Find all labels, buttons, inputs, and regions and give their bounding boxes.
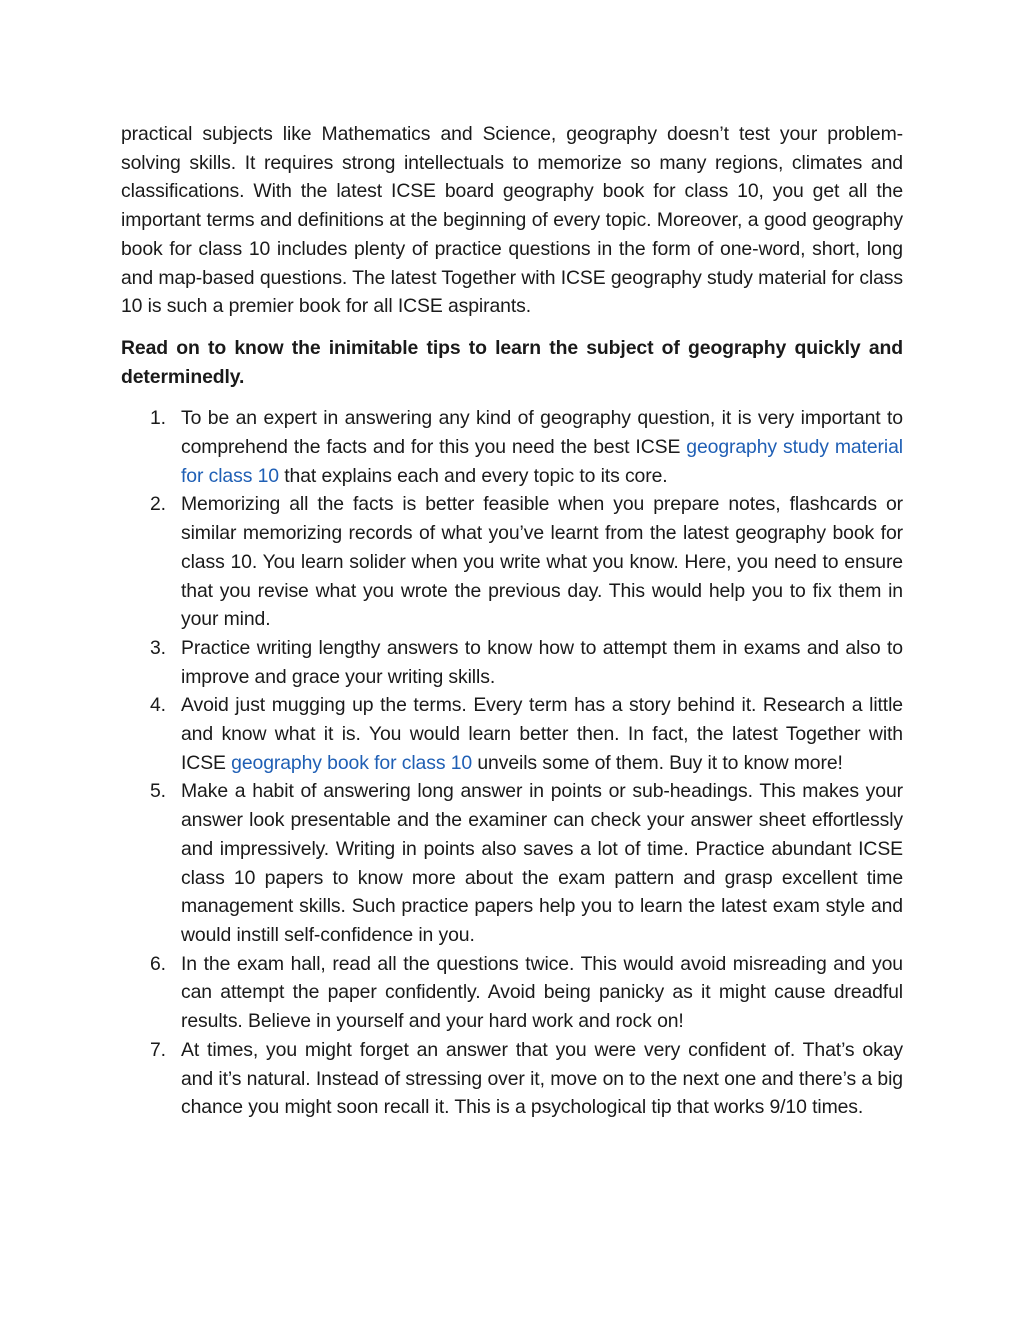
tip-text: that explains each and every topic to its core.	[278, 464, 668, 487]
tip-text: To be an expert in answering any kind of geography question, it is very important to comprehend the facts and for this you need the best ICSE	[181, 407, 903, 459]
list-number: 5.	[150, 780, 166, 803]
list-number: 6.	[150, 952, 166, 975]
list-number: 1.	[150, 407, 166, 430]
tip-text: Practice writing lengthy answers to know how to attempt them in exams and also to improve and grace your writing skills.	[181, 636, 903, 688]
tip-text: In the exam hall, read all the questions twice. This would avoid misreading and you can attempt the paper confidently. Avoid being panicky as it might cause dreadful results. Believe in yourself and your hard work and rock on!	[181, 952, 903, 1033]
list-number: 7.	[150, 1038, 166, 1061]
list-item	[121, 950, 903, 1036]
geography-study-material-link[interactable]: geography study material for class 10	[181, 436, 903, 487]
intro-paragraph: practical subjects like Mathematics and Science, geography doesn’t test your problem-solving skills. It requires strong intellectuals to memorize so many regions, climates and classifications. With the latest ICSE board geography book for class 10, you get all the important terms and definitions at the beginning of every topic. Moreover, a good geography book for class 10 includes plenty of practice questions in the form of one-word, short, long and map-based questions. The latest Together with ICSE geography study material for class 10 is such a premier book for all ICSE aspirants.	[121, 123, 903, 318]
tip-text: Make a habit of answering long answer in points or sub-headings. This makes your answer look presentable and the examiner can check your answer sheet effortlessly and impressively. Writing in points also saves a lot of time. Practice abundant ICSE class 10 papers to know more about the exam pattern and grasp excellent time management skills. Such practice papers help you to learn the latest exam style and would instill self-confidence in you.	[181, 780, 903, 946]
list-item	[121, 634, 903, 691]
list-item	[121, 1036, 903, 1122]
tips-heading: Read on to know the inimitable tips to learn the subject of geography quickly and determinedly.	[121, 336, 903, 388]
document-page	[121, 120, 903, 1122]
list-number: 3.	[150, 636, 166, 659]
list-item	[121, 404, 903, 490]
list-item	[121, 777, 903, 949]
list-number: 4.	[150, 694, 166, 717]
tip-text: Avoid just mugging up the terms. Every term has a story behind it. Research a little and know what it is. You would learn better then. In fact, the latest Together with ICSE	[181, 694, 903, 774]
list-number: 2.	[150, 493, 166, 516]
tip-text: At times, you might forget an answer that you were very confident of. That’s okay and it’s natural. Instead of stressing over it, move on to the next one and there’s a big chance you might soon recall it. This is a psychological tip that works 9/10 times.	[181, 1038, 903, 1119]
tips-list	[121, 404, 903, 1122]
list-item	[121, 490, 903, 634]
geography-book-link[interactable]: geography book for class 10	[231, 751, 473, 774]
tip-text: Memorizing all the facts is better feasible when you prepare notes, flashcards or similar memorizing records of what you’ve learnt from the latest geography book for class 10. You learn solider when you write what you know. Here, you need to ensure that you revise what you wrote the previous day. This would help you to fix them in your mind.	[181, 493, 903, 631]
tip-text: unveils some of them. Buy it to know more!	[472, 751, 843, 774]
list-item	[121, 691, 903, 777]
